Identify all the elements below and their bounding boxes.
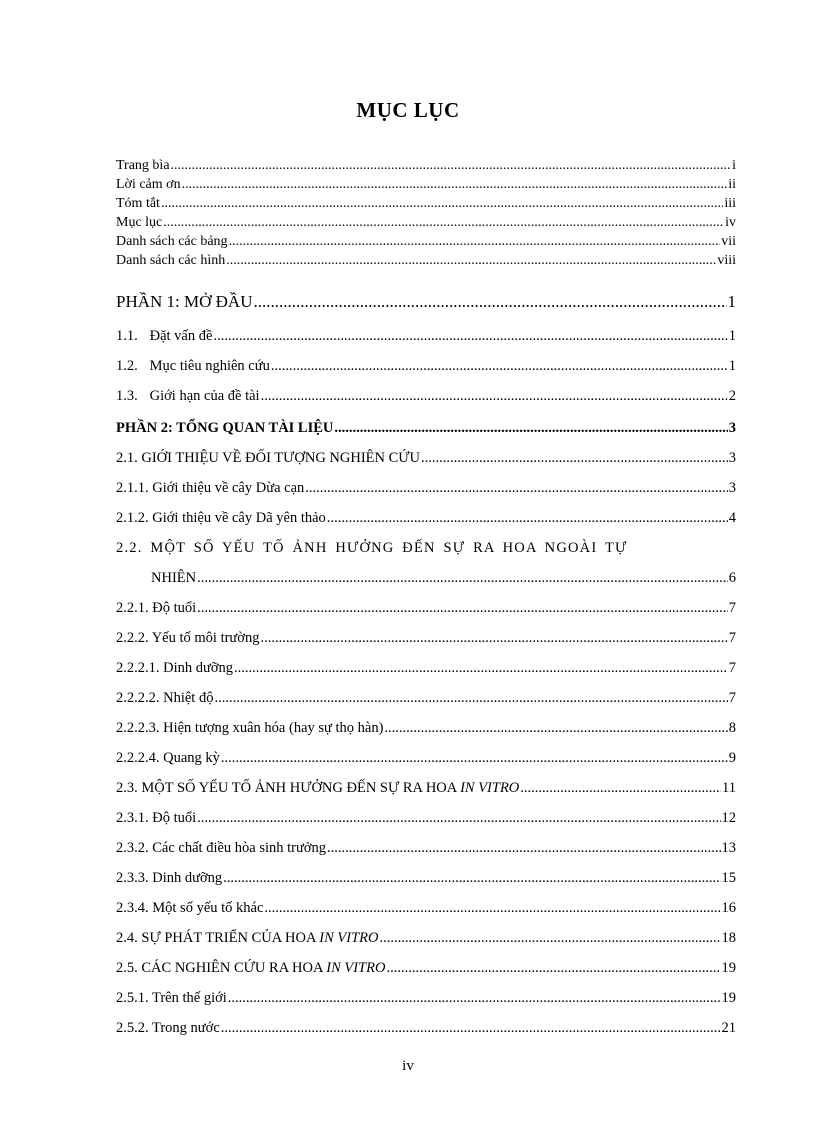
toc-entry[interactable]: 2.5.2. Trong nước ..... 21 (116, 1020, 736, 1037)
toc-entry[interactable]: NHIÊN ..... 6 (116, 570, 736, 587)
toc-entry[interactable]: 2.2.2.1. Dinh dưỡng ..... 7 (116, 660, 736, 677)
toc-entry[interactable]: Danh sách các bảng ..... vii (116, 234, 736, 250)
toc-entry[interactable]: 2.3.2. Các chất điều hòa sinh trưởng ..... 13 (116, 840, 736, 857)
page-number: iv (402, 1058, 414, 1074)
toc-entry[interactable]: Trang bìa ..... i (116, 158, 736, 174)
toc-entry[interactable]: Mục lục ..... iv (116, 215, 736, 231)
toc-entry[interactable]: 1.1. Đặt vấn đề ..... 1 (116, 328, 736, 345)
toc-entry[interactable]: 2.2.2.4. Quang kỳ ..... 9 (116, 750, 736, 767)
toc-entry[interactable]: 2.5.1. Trên thế giới ..... 19 (116, 990, 736, 1007)
toc-entry[interactable]: 2.3.4. Một số yếu tố khác ..... 16 (116, 900, 736, 917)
toc-entry[interactable]: 2.3. MỘT SỐ YẾU TỐ ẢNH HƯỞNG ĐẾN SỰ RA HOA IN VITRO ..... 11 (116, 780, 736, 797)
toc-entry[interactable]: 2.1.1. Giới thiệu về cây Dừa cạn ..... 3 (116, 480, 736, 497)
toc-entry[interactable]: 2.2.2.3. Hiện tượng xuân hóa (hay sự thọ hàn) ..... 8 (116, 720, 736, 737)
toc-entry-part[interactable]: PHẦN 2: TỔNG QUAN TÀI LIỆU ..... 3 (116, 420, 736, 437)
toc-entry[interactable]: 2.1.2. Giới thiệu về cây Dã yên thảo ..... 4 (116, 510, 736, 527)
toc-entry[interactable]: 2.2.1. Độ tuổi ..... 7 (116, 600, 736, 617)
toc-entry[interactable]: 2.2. MỘT SỐ YẾU TỐ ẢNH HƯỞNG ĐẾN SỰ RA HOA NGOÀI TỰ (116, 540, 628, 556)
toc-entry[interactable]: 2.2.2.2. Nhiệt độ ..... 7 (116, 690, 736, 707)
toc-entry[interactable]: Tóm tắt ..... iii (116, 196, 736, 212)
toc-entry[interactable]: 2.1. GIỚI THIỆU VỀ ĐỐI TƯỢNG NGHIÊN CỨU ..... 3 (116, 450, 736, 467)
toc-entry-part[interactable]: PHẦN 1: MỞ ĐẦU ..... 1 (116, 292, 736, 312)
toc-entry[interactable]: 2.5. CÁC NGHIÊN CỨU RA HOA IN VITRO ..... 19 (116, 960, 736, 977)
toc-entry[interactable]: 2.2.2. Yếu tố môi trường ..... 7 (116, 630, 736, 647)
toc-entry[interactable]: 1.2. Mục tiêu nghiên cứu ..... 1 (116, 358, 736, 375)
toc-entry[interactable]: 2.4. SỰ PHÁT TRIỂN CỦA HOA IN VITRO ..... 18 (116, 930, 736, 947)
toc-entry[interactable]: 1.3. Giới hạn của đề tài ..... 2 (116, 388, 736, 405)
toc-entry[interactable]: 2.3.1. Độ tuổi ..... 12 (116, 810, 736, 827)
toc-entry[interactable]: Danh sách các hình ..... viii (116, 253, 736, 269)
toc-entry[interactable]: 2.3.3. Dinh dưỡng ..... 15 (116, 870, 736, 887)
toc-entry[interactable]: Lời cảm ơn ..... ii (116, 177, 736, 193)
page-title: MỤC LỤC (356, 98, 460, 122)
